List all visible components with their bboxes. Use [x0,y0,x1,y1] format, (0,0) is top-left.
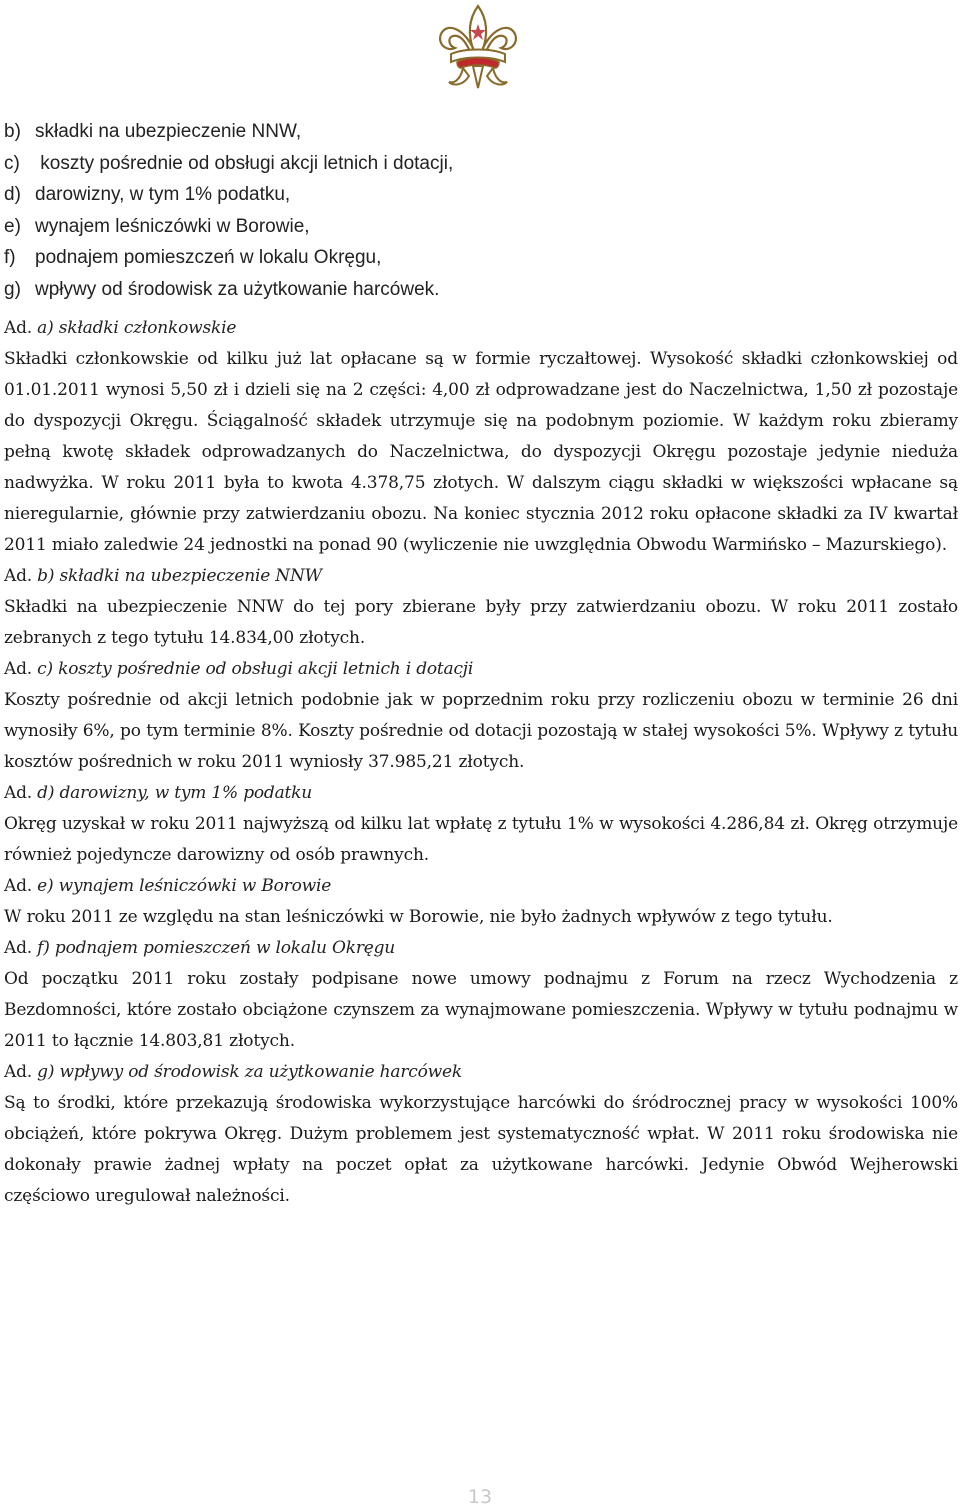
list-item-text: wpływy od środowisk za użytkowanie harcówek. [35,278,440,300]
section-heading [4,313,958,344]
section-heading-title: b) składki na ubezpieczenie NNW [31,565,322,586]
list-item-letter: e) [4,215,21,237]
section-heading-prefix: Ad. [4,782,32,803]
section-heading-prefix: Ad. [4,317,32,338]
section-paragraph: Składki na ubezpieczenie NNW do tej pory zbierane były przy zatwierdzaniu obozu. W roku 2011 zostało zebranych z tego tytułu 14.834,00 złotych. [4,596,958,648]
section-heading-prefix: Ad. [4,875,32,896]
section-heading-title: f) podnajem pomieszczeń w lokalu Okręgu [31,937,396,958]
section [4,313,958,561]
section-heading [4,871,958,902]
scout-fleur-de-lis-icon [433,2,523,94]
list-item [4,179,958,211]
section-heading-title: g) wpływy od środowisk za użytkowanie harcówek [31,1061,462,1082]
section-paragraph: Od początku 2011 roku zostały podpisane nowe umowy podnajmu z Forum na rzecz Wychodzenia z Bezdomności, które zostało obciążone czynszem za wynajmowane pomieszczenia. Wpływy w tytułu podnajmu w 2011 to łącznie 14.803,81 złotych. [4,968,958,1051]
section-heading-prefix: Ad. [4,937,32,958]
list-item [4,116,958,148]
section-heading-prefix: Ad. [4,565,32,586]
section-heading [4,933,958,964]
section [4,778,958,871]
list-item-letter: f) [4,247,16,269]
document-body [4,116,958,1212]
section-heading [4,654,958,685]
list-item-text: wynajem leśniczówki w Borowie, [35,215,310,237]
section-paragraph: Są to środki, które przekazują środowiska wykorzystujące harcówki do śródrocznej pracy w wysokości 100% obciążeń, które pokrywa Okręg. Dużym problemem jest systematyczność wpłat. W 2011 roku środowiska nie dokonały prawie żadnej wpłaty na poczet opłat za użytkowane harcówki. Jedynie Obwód Wejherowski częściowo uregulował należności. [4,1092,958,1206]
list-item [4,242,958,274]
section-paragraph: Składki członkowskie od kilku już lat opłacane są w formie ryczałtowej. Wysokość składki członkowskiej od 01.01.2011 wynosi 5,50 zł i dzieli się na 2 części: 4,00 zł odprowadzane jest do Naczelnictwa, 1,50 zł pozostaje do dyspozycji Okręgu. Ściągalność składek utrzymuje się na podobnym poziomie. W każdym roku zbieramy pełną kwotę składek odprowadzanych do Naczelnictwa, do dyspozycji Okręgu pozostaje jedynie nieduża nadwyżka. W roku 2011 była to kwota 4.378,75 złotych. W dalszym ciągu składki w większości wpłacane są nieregularnie, głównie przy zatwierdzaniu obozu. Na koniec stycznia 2012 roku opłacone składki za IV kwartał 2011 miało zaledwie 24 jednostki na ponad 90 (wyliczenie nie uwzględnia Obwodu Warmińsko – Mazurskiego). [4,348,958,555]
list-item-letter: g) [4,278,21,300]
section [4,871,958,933]
section-heading [4,561,958,592]
page-number: 13 [467,1486,493,1508]
section-paragraph: W roku 2011 ze względu na stan leśniczówki w Borowie, nie było żadnych wpływów z tego tytułu. [4,906,833,927]
list-item-text: podnajem pomieszczeń w lokalu Okręgu, [35,247,382,269]
section-heading-prefix: Ad. [4,1061,32,1082]
section-heading-title: a) składki członkowskie [31,317,237,338]
section-heading [4,1057,958,1088]
section [4,1057,958,1212]
list-item [4,148,958,180]
sections-container [4,313,958,1212]
list-item-letter: b) [4,121,21,142]
section [4,933,958,1057]
section-heading-title: e) wynajem leśniczówki w Borowie [31,875,332,896]
section-heading [4,778,958,809]
section-heading-title: d) darowizny, w tym 1% podatku [31,782,313,803]
list-item-letter: d) [4,184,21,206]
section-paragraph: Koszty pośrednie od akcji letnich podobnie jak w poprzednim roku przy rozliczeniu obozu w terminie 26 dni wynosiły 6%, po tym terminie 8%. Koszty pośrednie od dotacji pozostają w stałej wysokości 5%. Wpływy z tytułu kosztów pośrednich w roku 2011 wyniosły 37.985,21 złotych. [4,689,958,772]
section-heading-prefix: Ad. [4,658,32,679]
list-item-text: darowizny, w tym 1% podatku, [35,184,291,206]
section-paragraph: Okręg uzyskał w roku 2011 najwyższą od kilku lat wpłatę z tytułu 1% w wysokości 4.286,84 zł. Okręg otrzymuje również pojedyncze darowizny od osób prawnych. [4,813,958,865]
section [4,654,958,778]
income-source-list [4,116,958,306]
list-item-text: składki na ubezpieczenie NNW, [35,121,302,142]
list-item-letter: c) [4,152,20,174]
section-heading-title: c) koszty pośrednie od obsługi akcji letnich i dotacji [31,658,474,679]
list-item [4,274,958,306]
section [4,561,958,654]
list-item [4,211,958,243]
list-item-text: koszty pośrednie od obsługi akcji letnich i dotacji, [35,152,454,174]
